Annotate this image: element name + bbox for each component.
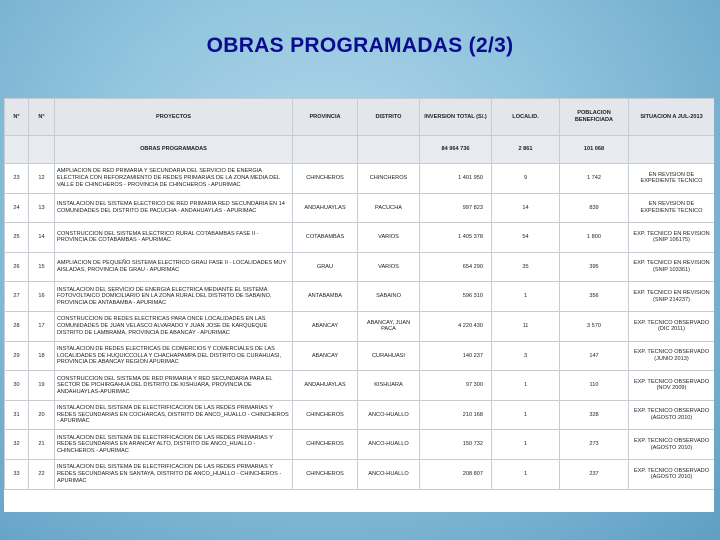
row-number-cell: 31 (5, 400, 29, 430)
row-sub-number-cell: 14 (29, 223, 55, 253)
population-cell: 356 (560, 282, 629, 312)
province-cell: CHINCHEROS (293, 164, 358, 194)
header-localid: LOCALID. (492, 99, 560, 136)
population-cell: 1 742 (560, 164, 629, 194)
row-sub-number-cell: 22 (29, 459, 55, 489)
project-name-cell: AMPLIACION DE RED PRIMARIA Y SECUNDARIA DEL SERVICIO DE ENERGIA ELECTRICA CON REFORZAMIENTO DE REDES PRIMARIAS DE LA ZONA MEDIA DEL VALLE DE CHINCHEROS - PROVINCIA DE CHINCHEROS - APURIMAC (55, 164, 293, 194)
row-number-cell: 28 (5, 311, 29, 341)
province-cell: COTABAMBAS (293, 223, 358, 253)
status-cell: EXP. TECNICO OBSERVADO (DIC 2011) (629, 311, 715, 341)
table-row (5, 371, 715, 401)
investment-cell: 596 310 (420, 282, 492, 312)
district-cell: SABAINO (358, 282, 420, 312)
table-row (5, 252, 715, 282)
table-row (5, 223, 715, 253)
row-sub-number-cell: 20 (29, 400, 55, 430)
status-cell: EXP. TECNICO OBSERVADO (NOV 2009) (629, 371, 715, 401)
province-cell: GRAU (293, 252, 358, 282)
project-name-cell: CONSTRUCCION DEL SISTEMA DE RED PRIMARIA Y RED SECUNDARIA PARA EL SECTOR DE PICHIRGAHUA DEL DISTRITO DE KISHUARA, PROVINCIA DE ANDAHUAYLAS-APURIMAC (55, 371, 293, 401)
project-name-cell: INSTALACION DEL SERVICIO DE ENERGIA ELECTRICA MEDIANTE EL SISTEMA FOTOVOLTAICO DOMICILIARIO EN LA ZONA RURAL DEL DISTRITO DE SABAINO, PROVINCIA DE ANTABAMBA - APURIMAC (55, 282, 293, 312)
row-sub-number-cell: 15 (29, 252, 55, 282)
investment-cell: 210 168 (420, 400, 492, 430)
summary-inversion: 84 964 736 (420, 136, 492, 164)
status-cell: EXP. TECNICO OBSERVADO (AGOSTO 2010) (629, 430, 715, 460)
district-cell: ANCO-HUALLO (358, 430, 420, 460)
status-cell: EXP. TECNICO EN REVISION (SNIP 106175) (629, 223, 715, 253)
row-sub-number-cell: 18 (29, 341, 55, 371)
population-cell: 395 (560, 252, 629, 282)
population-cell: 237 (560, 459, 629, 489)
district-cell: CURAHUASI (358, 341, 420, 371)
row-number-cell: 25 (5, 223, 29, 253)
localities-cell: 1 (492, 459, 560, 489)
population-cell: 110 (560, 371, 629, 401)
status-cell: EXP. TECNICO EN REVISION (SNIP 214237) (629, 282, 715, 312)
summary-poblacion: 101 068 (560, 136, 629, 164)
investment-cell: 140 237 (420, 341, 492, 371)
table-header-row (5, 99, 715, 136)
project-name-cell: INSTALACION DEL SISTEMA ELECTRICO DE RED PRIMARIA RED SECUNDARIA EN 14 COMUNIDADES DEL DISTRITO DE PACUCHA - ANDAHUAYLAS - APURIMAC (55, 193, 293, 223)
row-number-cell: 33 (5, 459, 29, 489)
header-poblacion: POBLACION BENEFICIADA (560, 99, 629, 136)
project-name-cell: INSTALACION DE REDES ELECTRICAS DE COMERCIOS Y COMERCIALES DE LAS LOCALIDADES DE HUQUICCOLLA Y CHACHAPAMPA DEL DISTRITO DE CURAHUASI, PROVINCIA DE ABANCAY REGION APURIMAC (55, 341, 293, 371)
district-cell: VARIOS (358, 223, 420, 253)
row-sub-number-cell: 17 (29, 311, 55, 341)
status-cell: EXP. TECNICO OBSERVADO (JUNIO 2013) (629, 341, 715, 371)
population-cell: 3 570 (560, 311, 629, 341)
investment-cell: 997 823 (420, 193, 492, 223)
status-cell: EN REVISION DE EXPEDIENTE TECNICO (629, 164, 715, 194)
localities-cell: 1 (492, 371, 560, 401)
investment-cell: 150 732 (420, 430, 492, 460)
row-sub-number-cell: 19 (29, 371, 55, 401)
population-cell: 1 800 (560, 223, 629, 253)
table-row (5, 341, 715, 371)
table-row (5, 193, 715, 223)
project-name-cell: AMPLIACION DE PEQUEÑO SISTEMA ELECTRICO GRAU FASE II - LOCALIDADES MUY AISLADAS, PROVINCIA DE GRAU - APURIMAC (55, 252, 293, 282)
project-name-cell: INSTALACION DEL SISTEMA DE ELECTRIFICACION DE LAS REDES PRIMARIAS Y REDES SECUNDARIAS EN SANTAYA, DISTRITO DE ANCO_HUALLO - CHINCHEROS - APURIMAC (55, 459, 293, 489)
project-name-cell: CONSTRUCCION DEL SISTEMA ELECTRICO RURAL COTABAMBAS FASE II - PROVINCIA DE COTABAMBAS - APURIMAC (55, 223, 293, 253)
population-cell: 328 (560, 400, 629, 430)
status-cell: EXP. TECNICO EN REVISION (SNIP 103361) (629, 252, 715, 282)
investment-cell: 1 401 950 (420, 164, 492, 194)
project-name-cell: CONSTRUCCION DE REDES ELECTRICAS PARA ONCE LOCALIDADES EN LAS COMUNIDADES DE JUAN VELASCO ALVARADO Y JUAN JOSE DE KARQUEQUE DISTRITO DE LAMBRAMA, PROVINCIA DE ABANCAY - APURIMAC (55, 311, 293, 341)
localities-cell: 9 (492, 164, 560, 194)
province-cell: ABANCAY (293, 341, 358, 371)
slide-title: OBRAS PROGRAMADAS (2/3) (206, 34, 514, 57)
province-cell: CHINCHEROS (293, 430, 358, 460)
status-cell: EN REVISION DE EXPEDIENTE TECNICO (629, 193, 715, 223)
investment-cell: 1 405 378 (420, 223, 492, 253)
localities-cell: 1 (492, 282, 560, 312)
district-cell: ABANCAY, JUAN PACA (358, 311, 420, 341)
row-number-cell: 27 (5, 282, 29, 312)
table-row (5, 430, 715, 460)
localities-cell: 1 (492, 430, 560, 460)
table-row (5, 400, 715, 430)
header-distrito: DISTRITO (358, 99, 420, 136)
header-proyectos: PROYECTOS (55, 99, 293, 136)
row-number-cell: 26 (5, 252, 29, 282)
summary-label: OBRAS PROGRAMADAS (55, 136, 293, 164)
province-cell: ANDAHUAYLAS (293, 371, 358, 401)
row-number-cell: 30 (5, 371, 29, 401)
district-cell: VARIOS (358, 252, 420, 282)
district-cell: PACUCHA (358, 193, 420, 223)
province-cell: CHINCHEROS (293, 400, 358, 430)
district-cell: CHINCHEROS (358, 164, 420, 194)
district-cell: KISHUARA (358, 371, 420, 401)
province-cell: ANTABAMBA (293, 282, 358, 312)
header-provincia: PROVINCIA (293, 99, 358, 136)
localities-cell: 3 (492, 341, 560, 371)
projects-table-container (4, 98, 714, 512)
investment-cell: 97 300 (420, 371, 492, 401)
row-number-cell: 24 (5, 193, 29, 223)
district-cell: ANCO-HUALLO (358, 400, 420, 430)
table-row (5, 311, 715, 341)
row-number-cell: 23 (5, 164, 29, 194)
row-number-cell: 32 (5, 430, 29, 460)
table-row (5, 282, 715, 312)
project-name-cell: INSTALACION DEL SISTEMA DE ELECTRIFICACION DE LAS REDES PRIMARIAS Y REDES SECUNDARIAS EN ARANCAY ALTO, DISTRITO DE ANCO_HUALLO - CHINCHEROS - APURIMAC (55, 430, 293, 460)
investment-cell: 208 807 (420, 459, 492, 489)
row-sub-number-cell: 13 (29, 193, 55, 223)
population-cell: 147 (560, 341, 629, 371)
localities-cell: 14 (492, 193, 560, 223)
project-name-cell: INSTALACION DEL SISTEMA DE ELECTRIFICACION DE LAS REDES PRIMARIAS Y REDES SECUNDARIAS EN COCHARCAS, DISTRITO DE ANCO_HUALLO - CHINCHEROS - APURIMAC (55, 400, 293, 430)
province-cell: ABANCAY (293, 311, 358, 341)
population-cell: 273 (560, 430, 629, 460)
province-cell: CHINCHEROS (293, 459, 358, 489)
row-sub-number-cell: 12 (29, 164, 55, 194)
row-sub-number-cell: 16 (29, 282, 55, 312)
population-cell: 839 (560, 193, 629, 223)
localities-cell: 54 (492, 223, 560, 253)
summary-localid: 2 861 (492, 136, 560, 164)
table-row (5, 164, 715, 194)
table-row (5, 459, 715, 489)
projects-table (4, 98, 714, 490)
localities-cell: 35 (492, 252, 560, 282)
investment-cell: 654 290 (420, 252, 492, 282)
header-n2: N° (29, 99, 55, 136)
district-cell: ANCO-HUALLO (358, 459, 420, 489)
summary-row (5, 136, 715, 164)
header-n1: N° (5, 99, 29, 136)
localities-cell: 11 (492, 311, 560, 341)
header-situacion: SITUACION A JUL-2013 (629, 99, 715, 136)
localities-cell: 1 (492, 400, 560, 430)
status-cell: EXP. TECNICO OBSERVADO (AGOSTO 2010) (629, 459, 715, 489)
row-sub-number-cell: 21 (29, 430, 55, 460)
province-cell: ANDAHUAYLAS (293, 193, 358, 223)
status-cell: EXP. TECNICO OBSERVADO (AGOSTO 2010) (629, 400, 715, 430)
row-number-cell: 29 (5, 341, 29, 371)
header-inversion: INVERSION TOTAL (S/.) (420, 99, 492, 136)
investment-cell: 4 220 430 (420, 311, 492, 341)
